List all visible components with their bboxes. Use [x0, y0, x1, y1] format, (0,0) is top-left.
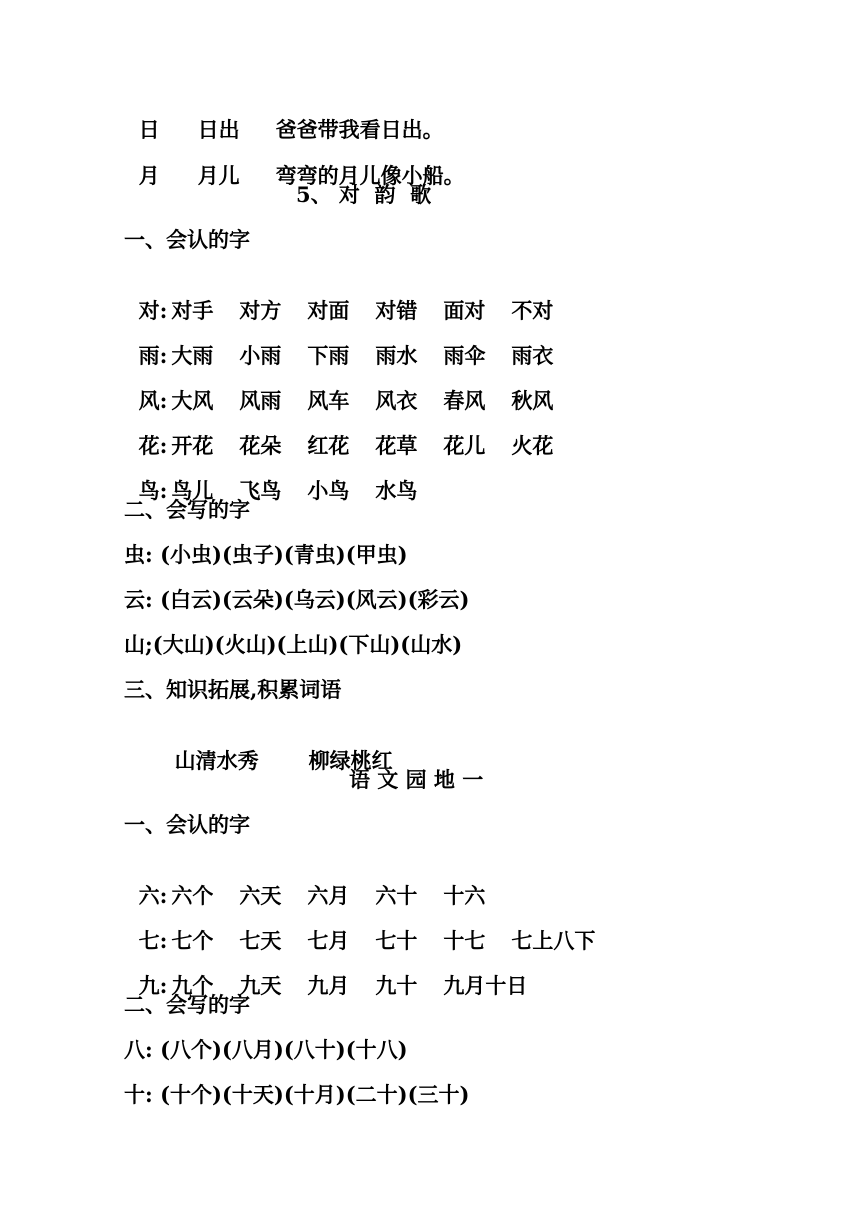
garden-title: 语 文 园 地 一 — [349, 767, 484, 792]
section-heading: 一、会认的字 — [124, 227, 250, 252]
row-char: 七: — [138, 928, 168, 953]
row-char: 九: — [138, 973, 168, 998]
word: 飞鸟 — [239, 478, 282, 503]
lesson-title: 5、 对 韵 歌 — [296, 182, 432, 207]
write-row — [124, 1082, 469, 1108]
word: 十六 — [443, 883, 486, 908]
word: 六个 — [171, 883, 214, 908]
word: 七月 — [307, 928, 350, 953]
word: 大风 — [171, 388, 214, 413]
word: 花儿 — [443, 433, 486, 458]
word: 九个 — [171, 973, 214, 998]
word: 九天 — [239, 973, 282, 998]
word: 火花 — [511, 433, 554, 458]
word: 大雨 — [171, 343, 214, 368]
write-words: (八个)(八月)(八十)(十八) — [160, 1037, 408, 1062]
section-heading: 二、会写的字 — [124, 497, 250, 522]
write-row — [124, 542, 408, 568]
word: 春风 — [443, 388, 486, 413]
row-char: 虫: — [124, 542, 161, 567]
word: 水鸟 — [375, 478, 418, 503]
word: 雨水 — [375, 343, 418, 368]
row-char: 云: — [124, 587, 161, 612]
idiom: 柳绿桃红 — [308, 748, 393, 773]
row-word: 日出 — [197, 117, 240, 142]
write-words: (白云)(云朵)(乌云)(风云)(彩云) — [160, 587, 470, 612]
row-word: 月儿 — [197, 163, 240, 188]
word: 六天 — [239, 883, 282, 908]
write-row — [124, 1037, 408, 1063]
row-char: 雨: — [138, 343, 168, 368]
section-heading: 二、会写的字 — [124, 992, 250, 1017]
idiom: 山清水秀 — [174, 748, 259, 773]
word: 雨衣 — [511, 343, 554, 368]
row-char: 鸟: — [138, 478, 168, 503]
word: 下雨 — [307, 343, 350, 368]
word: 小雨 — [239, 343, 282, 368]
word: 花朵 — [239, 433, 282, 458]
word: 六月 — [307, 883, 350, 908]
word: 小鸟 — [307, 478, 350, 503]
word: 七天 — [239, 928, 282, 953]
section-heading: 一、会认的字 — [124, 812, 250, 837]
word: 雨伞 — [443, 343, 486, 368]
write-row — [124, 587, 469, 613]
word: 开花 — [171, 433, 214, 458]
row-char: 十: — [124, 1082, 161, 1107]
row-char: 八: — [124, 1037, 161, 1062]
word: 花草 — [375, 433, 418, 458]
word: 对错 — [375, 298, 418, 323]
row-char: 风: — [138, 388, 168, 413]
write-words: (大山)(火山)(上山)(下山)(山水) — [152, 632, 463, 657]
row-char: 花: — [138, 433, 168, 458]
row-char: 山; — [124, 632, 153, 657]
word: 秋风 — [511, 388, 554, 413]
top-row-1 — [124, 91, 444, 143]
write-words: (小虫)(虫子)(青虫)(甲虫) — [160, 542, 408, 567]
row-char: 对: — [138, 298, 168, 323]
row-char: 日 — [138, 117, 160, 142]
word: 七十 — [375, 928, 418, 953]
word: 鸟儿 — [171, 478, 214, 503]
word: 九十 — [375, 973, 418, 998]
word: 九月十日 — [443, 973, 528, 998]
row-sentence: 爸爸带我看日出。 — [275, 117, 444, 142]
write-row — [124, 632, 462, 658]
word: 红花 — [307, 433, 350, 458]
word: 七个 — [171, 928, 214, 953]
word: 风雨 — [239, 388, 282, 413]
word: 九月 — [307, 973, 350, 998]
word: 对方 — [239, 298, 282, 323]
word: 六十 — [375, 883, 418, 908]
row-char: 月 — [138, 163, 160, 188]
word: 十七 — [443, 928, 486, 953]
word: 七上八下 — [511, 928, 596, 953]
word: 不对 — [511, 298, 554, 323]
row-sentence: 弯弯的月儿像小船。 — [275, 163, 465, 188]
word: 风车 — [307, 388, 350, 413]
row-char: 六: — [138, 883, 168, 908]
word: 对面 — [307, 298, 350, 323]
section-heading: 三、知识拓展,积累词语 — [124, 677, 342, 702]
word: 对手 — [171, 298, 214, 323]
word: 风衣 — [375, 388, 418, 413]
write-words: (十个)(十天)(十月)(二十)(三十) — [160, 1082, 470, 1107]
word: 面对 — [443, 298, 486, 323]
